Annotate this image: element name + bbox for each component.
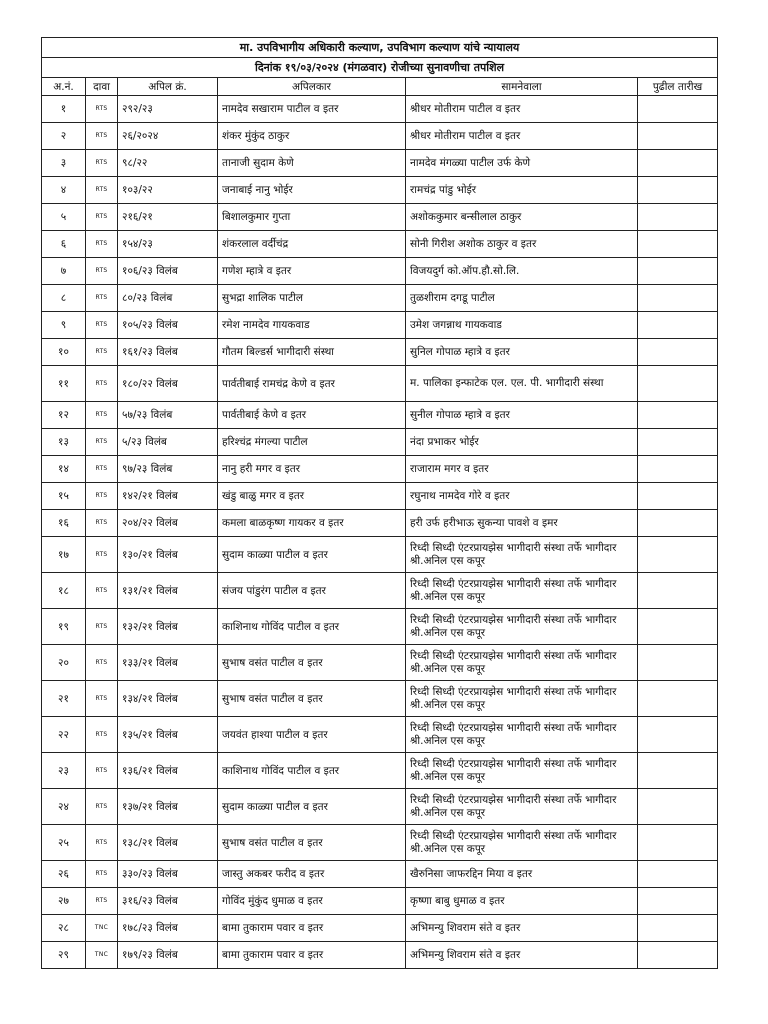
- table-row: [42, 789, 718, 825]
- claim-type-cell: RTS: [86, 96, 118, 123]
- next-date-cell: [638, 483, 718, 510]
- table-row: [42, 339, 718, 366]
- respondent-cell: सुनील गोपाळ म्हात्रे व इतर: [406, 402, 638, 429]
- appeal-number-cell: १३२/२१ विलंब: [118, 609, 218, 645]
- respondent-cell: सोनी गिरीश अशोक ठाकुर व इतर: [406, 231, 638, 258]
- table-row: [42, 150, 718, 177]
- claim-type-cell: RTS: [86, 888, 118, 915]
- respondent-cell: तुळशीराम दगडू पाटील: [406, 285, 638, 312]
- claim-type-cell: TNC: [86, 942, 118, 969]
- respondent-cell: रिध्दी सिध्दी एंटरप्रायझेस भागीदारी संस्था तर्फे भागीदार श्री.अनिल एस कपूर: [406, 789, 638, 825]
- next-date-cell: [638, 177, 718, 204]
- next-date-cell: [638, 942, 718, 969]
- appellant-cell: गणेश म्हात्रे व इतर: [218, 258, 406, 285]
- serial-number-cell: ७: [42, 258, 86, 285]
- appeal-number-cell: १५४/२३: [118, 231, 218, 258]
- respondent-cell: रिध्दी सिध्दी एंटरप्रायझेस भागीदारी संस्था तर्फे भागीदार श्री.अनिल एस कपूर: [406, 609, 638, 645]
- appeal-number-cell: २१६/२१: [118, 204, 218, 231]
- appellant-cell: शंकर मुंकुंद ठाकुर: [218, 123, 406, 150]
- serial-number-cell: १२: [42, 402, 86, 429]
- table-row: [42, 402, 718, 429]
- column-header-appellant: अपिलकार: [218, 78, 406, 96]
- claim-type-cell: RTS: [86, 429, 118, 456]
- next-date-cell: [638, 150, 718, 177]
- next-date-cell: [638, 456, 718, 483]
- appeal-number-cell: २०४/२२ विलंब: [118, 510, 218, 537]
- claim-type-cell: RTS: [86, 456, 118, 483]
- serial-number-cell: ९: [42, 312, 86, 339]
- next-date-cell: [638, 285, 718, 312]
- table-row: [42, 366, 718, 402]
- claim-type-cell: RTS: [86, 573, 118, 609]
- table-row: [42, 285, 718, 312]
- serial-number-cell: २२: [42, 717, 86, 753]
- table-row: [42, 258, 718, 285]
- next-date-cell: [638, 717, 718, 753]
- serial-number-cell: २६: [42, 861, 86, 888]
- next-date-cell: [638, 96, 718, 123]
- next-date-cell: [638, 753, 718, 789]
- serial-number-cell: २७: [42, 888, 86, 915]
- document-title: मा. उपविभागीय अधिकारी कल्याण, उपविभाग कल्याण यांचे न्यायालय: [42, 38, 718, 58]
- respondent-cell: रिध्दी सिध्दी एंटरप्रायझेस भागीदारी संस्था तर्फे भागीदार श्री.अनिल एस कपूर: [406, 717, 638, 753]
- next-date-cell: [638, 609, 718, 645]
- table-row: [42, 483, 718, 510]
- appeal-number-cell: ५७/२३ विलंब: [118, 402, 218, 429]
- table-row: [42, 312, 718, 339]
- table-row: [42, 717, 718, 753]
- appeal-number-cell: १६१/२३ विलंब: [118, 339, 218, 366]
- appeal-number-cell: १०६/२३ विलंब: [118, 258, 218, 285]
- respondent-cell: रिध्दी सिध्दी एंटरप्रायझेस भागीदारी संस्था तर्फे भागीदार श्री.अनिल एस कपूर: [406, 681, 638, 717]
- appeal-number-cell: १३६/२१ विलंब: [118, 753, 218, 789]
- next-date-cell: [638, 888, 718, 915]
- table-row: [42, 537, 718, 573]
- serial-number-cell: १३: [42, 429, 86, 456]
- appellant-cell: संजय पांडुरंग पाटील व इतर: [218, 573, 406, 609]
- next-date-cell: [638, 825, 718, 861]
- next-date-cell: [638, 789, 718, 825]
- appellant-cell: शंकरलाल वर्दीचंद्र: [218, 231, 406, 258]
- respondent-cell: रामचंद्र पांडु भोईर: [406, 177, 638, 204]
- next-date-cell: [638, 915, 718, 942]
- respondent-cell: रघुनाथ नामदेव गोरे व इतर: [406, 483, 638, 510]
- appeal-number-cell: १७९/२३ विलंब: [118, 942, 218, 969]
- serial-number-cell: ११: [42, 366, 86, 402]
- respondent-cell: हरी उर्फ हरीभाऊ सुकन्या पावशे व इमर: [406, 510, 638, 537]
- appellant-cell: पार्वतीबाई रामचंद्र केणे व इतर: [218, 366, 406, 402]
- table-row: [42, 753, 718, 789]
- serial-number-cell: १८: [42, 573, 86, 609]
- appeal-number-cell: १३०/२१ विलंब: [118, 537, 218, 573]
- column-header-next-date: पुढील तारीख: [638, 78, 718, 96]
- claim-type-cell: RTS: [86, 789, 118, 825]
- respondent-cell: श्रीधर मोतीराम पाटील व इतर: [406, 123, 638, 150]
- next-date-cell: [638, 510, 718, 537]
- column-header-respondent: सामनेवाला: [406, 78, 638, 96]
- appeal-number-cell: २६/२०२४: [118, 123, 218, 150]
- appellant-cell: काशिनाथ गोविंद पाटील व इतर: [218, 609, 406, 645]
- serial-number-cell: २१: [42, 681, 86, 717]
- column-header-claim: दावा: [86, 78, 118, 96]
- respondent-cell: कृष्णा बाबु धुमाळ व इतर: [406, 888, 638, 915]
- respondent-cell: रिध्दी सिध्दी एंटरप्रायझेस भागीदारी संस्था तर्फे भागीदार श्री.अनिल एस कपूर: [406, 753, 638, 789]
- appeal-number-cell: ८०/२३ विलंब: [118, 285, 218, 312]
- serial-number-cell: ५: [42, 204, 86, 231]
- next-date-cell: [638, 231, 718, 258]
- appellant-cell: जास्तु अकबर फरीद व इतर: [218, 861, 406, 888]
- claim-type-cell: RTS: [86, 402, 118, 429]
- appellant-cell: बामा तुकाराम पवार व इतर: [218, 942, 406, 969]
- appellant-cell: कमला बाळकृष्ण गायकर व इतर: [218, 510, 406, 537]
- serial-number-cell: १९: [42, 609, 86, 645]
- next-date-cell: [638, 366, 718, 402]
- serial-number-cell: २४: [42, 789, 86, 825]
- table-body: [42, 96, 718, 969]
- respondent-cell: रिध्दी सिध्दी एंटरप्रायझेस भागीदारी संस्था तर्फे भागीदार श्री.अनिल एस कपूर: [406, 537, 638, 573]
- respondent-cell: नामदेव मंगळ्या पाटील उर्फ केणे: [406, 150, 638, 177]
- table-row: [42, 942, 718, 969]
- table-row: [42, 861, 718, 888]
- serial-number-cell: ८: [42, 285, 86, 312]
- table-row: [42, 825, 718, 861]
- claim-type-cell: RTS: [86, 177, 118, 204]
- next-date-cell: [638, 537, 718, 573]
- serial-number-cell: २८: [42, 915, 86, 942]
- serial-number-cell: २९: [42, 942, 86, 969]
- table-row: [42, 177, 718, 204]
- appeal-number-cell: १३५/२१ विलंब: [118, 717, 218, 753]
- claim-type-cell: RTS: [86, 483, 118, 510]
- appeal-number-cell: १३१/२१ विलंब: [118, 573, 218, 609]
- serial-number-cell: १७: [42, 537, 86, 573]
- next-date-cell: [638, 204, 718, 231]
- table-row: [42, 123, 718, 150]
- serial-number-cell: ६: [42, 231, 86, 258]
- next-date-cell: [638, 339, 718, 366]
- appellant-cell: जनाबाई नानु भोईर: [218, 177, 406, 204]
- serial-number-cell: १: [42, 96, 86, 123]
- claim-type-cell: RTS: [86, 717, 118, 753]
- respondent-cell: विजयदुर्ग को.ऑप.हौ.सो.लि.: [406, 258, 638, 285]
- next-date-cell: [638, 429, 718, 456]
- appellant-cell: नानु हरी मगर व इतर: [218, 456, 406, 483]
- appellant-cell: सुभाष वसंत पाटील व इतर: [218, 645, 406, 681]
- appellant-cell: बिशालकुमार गुप्ता: [218, 204, 406, 231]
- respondent-cell: अशोककुमार बन्सीलाल ठाकुर: [406, 204, 638, 231]
- appellant-cell: जयवंत हाश्या पाटील व इतर: [218, 717, 406, 753]
- claim-type-cell: RTS: [86, 609, 118, 645]
- table-row: [42, 429, 718, 456]
- appellant-cell: सुभाष वसंत पाटील व इतर: [218, 681, 406, 717]
- appeal-number-cell: १३३/२१ विलंब: [118, 645, 218, 681]
- respondent-cell: रिध्दी सिध्दी एंटरप्रायझेस भागीदारी संस्था तर्फे भागीदार श्री.अनिल एस कपूर: [406, 573, 638, 609]
- hearing-schedule-table: [41, 37, 718, 969]
- claim-type-cell: RTS: [86, 231, 118, 258]
- serial-number-cell: २५: [42, 825, 86, 861]
- appeal-number-cell: १८०/२२ विलंब: [118, 366, 218, 402]
- appeal-number-cell: ५/२३ विलंब: [118, 429, 218, 456]
- appellant-cell: गौतम बिल्डर्स भागीदारी संस्था: [218, 339, 406, 366]
- claim-type-cell: RTS: [86, 510, 118, 537]
- appellant-cell: तानाजी सुदाम केणे: [218, 150, 406, 177]
- table-row: [42, 96, 718, 123]
- serial-number-cell: २३: [42, 753, 86, 789]
- next-date-cell: [638, 681, 718, 717]
- claim-type-cell: RTS: [86, 861, 118, 888]
- table-row: [42, 231, 718, 258]
- appellant-cell: हरिश्चंद्र मंगल्या पाटील: [218, 429, 406, 456]
- appellant-cell: सुभद्रा शालिक पाटील: [218, 285, 406, 312]
- appellant-cell: सुदाम काळ्या पाटील व इतर: [218, 537, 406, 573]
- appellant-cell: गोविंद मुंकुंद धुमाळ व इतर: [218, 888, 406, 915]
- table-row: [42, 456, 718, 483]
- table-row: [42, 915, 718, 942]
- claim-type-cell: RTS: [86, 645, 118, 681]
- respondent-cell: सुनिल गोपाळ म्हात्रे व इतर: [406, 339, 638, 366]
- claim-type-cell: RTS: [86, 366, 118, 402]
- respondent-cell: रिध्दी सिध्दी एंटरप्रायझेस भागीदारी संस्था तर्फे भागीदार श्री.अनिल एस कपूर: [406, 825, 638, 861]
- column-header-row: [42, 78, 718, 96]
- respondent-cell: उमेश जगन्नाथ गायकवाड: [406, 312, 638, 339]
- next-date-cell: [638, 312, 718, 339]
- serial-number-cell: ४: [42, 177, 86, 204]
- claim-type-cell: RTS: [86, 285, 118, 312]
- table-row: [42, 609, 718, 645]
- appeal-number-cell: ९८/२२: [118, 150, 218, 177]
- appeal-number-cell: १३७/२१ विलंब: [118, 789, 218, 825]
- table-row: [42, 573, 718, 609]
- serial-number-cell: १४: [42, 456, 86, 483]
- serial-number-cell: २: [42, 123, 86, 150]
- appellant-cell: नामदेव सखाराम पाटील व इतर: [218, 96, 406, 123]
- claim-type-cell: RTS: [86, 339, 118, 366]
- appellant-cell: बामा तुकाराम पवार व इतर: [218, 915, 406, 942]
- respondent-cell: नंदा प्रभाकर भोईर: [406, 429, 638, 456]
- appellant-cell: पार्वतीबाई केणे व इतर: [218, 402, 406, 429]
- claim-type-cell: RTS: [86, 150, 118, 177]
- claim-type-cell: RTS: [86, 258, 118, 285]
- appeal-number-cell: १७८/२३ विलंब: [118, 915, 218, 942]
- table-row: [42, 888, 718, 915]
- appeal-number-cell: ३१६/२३ विलंब: [118, 888, 218, 915]
- claim-type-cell: RTS: [86, 204, 118, 231]
- next-date-cell: [638, 861, 718, 888]
- appellant-cell: रमेश नामदेव गायकवाड: [218, 312, 406, 339]
- appeal-number-cell: ३३०/२३ विलंब: [118, 861, 218, 888]
- column-header-serial: अ.नं.: [42, 78, 86, 96]
- claim-type-cell: RTS: [86, 825, 118, 861]
- claim-type-cell: RTS: [86, 537, 118, 573]
- respondent-cell: खैरुनिसा जाफरद्दिन मिया व इतर: [406, 861, 638, 888]
- appeal-number-cell: २९२/२३: [118, 96, 218, 123]
- document-subtitle-row: [42, 58, 718, 78]
- next-date-cell: [638, 645, 718, 681]
- next-date-cell: [638, 123, 718, 150]
- serial-number-cell: ३: [42, 150, 86, 177]
- respondent-cell: रिध्दी सिध्दी एंटरप्रायझेस भागीदारी संस्था तर्फे भागीदार श्री.अनिल एस कपूर: [406, 645, 638, 681]
- respondent-cell: राजाराम मगर व इतर: [406, 456, 638, 483]
- appeal-number-cell: १०५/२३ विलंब: [118, 312, 218, 339]
- appellant-cell: सुदाम काळ्या पाटील व इतर: [218, 789, 406, 825]
- serial-number-cell: २०: [42, 645, 86, 681]
- respondent-cell: श्रीधर मोतीराम पाटील व इतर: [406, 96, 638, 123]
- serial-number-cell: १०: [42, 339, 86, 366]
- column-header-appeal-no: अपिल क्रं.: [118, 78, 218, 96]
- claim-type-cell: RTS: [86, 681, 118, 717]
- appeal-number-cell: १०३/२२: [118, 177, 218, 204]
- table-row: [42, 681, 718, 717]
- appeal-number-cell: ९७/२३ विलंब: [118, 456, 218, 483]
- claim-type-cell: TNC: [86, 915, 118, 942]
- appeal-number-cell: १३४/२१ विलंब: [118, 681, 218, 717]
- table-row: [42, 204, 718, 231]
- next-date-cell: [638, 573, 718, 609]
- appellant-cell: खंडु बाळु मगर व इतर: [218, 483, 406, 510]
- serial-number-cell: १६: [42, 510, 86, 537]
- appellant-cell: काशिनाथ गोविंद पाटील व इतर: [218, 753, 406, 789]
- appeal-number-cell: १३८/२१ विलंब: [118, 825, 218, 861]
- next-date-cell: [638, 402, 718, 429]
- appeal-number-cell: १४२/२१ विलंब: [118, 483, 218, 510]
- respondent-cell: अभिमन्यु शिवराम संते व इतर: [406, 915, 638, 942]
- document-title-row: [42, 38, 718, 58]
- claim-type-cell: RTS: [86, 312, 118, 339]
- table-row: [42, 645, 718, 681]
- serial-number-cell: १५: [42, 483, 86, 510]
- table-row: [42, 510, 718, 537]
- appellant-cell: सुभाष वसंत पाटील व इतर: [218, 825, 406, 861]
- respondent-cell: अभिमन्यु शिवराम संते व इतर: [406, 942, 638, 969]
- claim-type-cell: RTS: [86, 753, 118, 789]
- claim-type-cell: RTS: [86, 123, 118, 150]
- next-date-cell: [638, 258, 718, 285]
- document-subtitle: दिनांक १९/०३/२०२४ (मंगळवार) रोजीच्या सुनावणीचा तपशिल: [42, 58, 718, 78]
- respondent-cell: म. पालिका इन्फाटेक एल. एल. पी. भागीदारी संस्था: [406, 366, 638, 402]
